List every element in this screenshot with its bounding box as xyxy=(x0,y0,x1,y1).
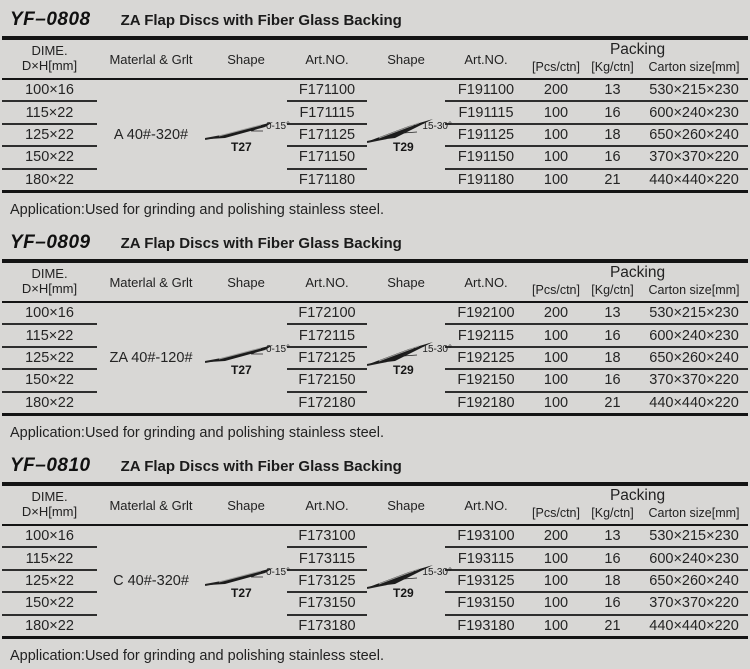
t27-shape-figure xyxy=(205,336,290,380)
kg-cell: 21 xyxy=(604,171,621,188)
col-header-shape-1: Shape xyxy=(205,484,287,525)
t27-angle-label: 0-15° xyxy=(265,343,290,355)
dime-cell: 100×16 xyxy=(2,525,97,547)
col-header-packing-group: Packing xyxy=(609,264,666,281)
carton-cell: 530×215×230 xyxy=(640,302,748,324)
shape-t29-cell xyxy=(367,302,452,414)
kg-cell: 21 xyxy=(604,394,621,411)
carton-cell: 650×260×240 xyxy=(640,570,748,592)
kg-cell: 13 xyxy=(585,525,640,547)
col-header-pcs: [Pcs/ctn] xyxy=(527,282,585,302)
col-header-pcs: [Pcs/ctn] xyxy=(527,505,585,525)
col-header-dime xyxy=(2,38,97,79)
artno1-cell: F171125 xyxy=(287,124,367,146)
model-code: YF–0809 xyxy=(10,232,91,253)
artno1-cell: F173125 xyxy=(287,570,367,592)
col-header-kg: [Kg/ctn] xyxy=(585,59,640,79)
dime-cell: 115×22 xyxy=(2,547,97,569)
section-subtitle: ZA Flap Discs with Fiber Glass Backing xyxy=(120,12,402,29)
pcs-cell: 100 xyxy=(527,347,585,369)
dime-cell: 115×22 xyxy=(2,324,97,346)
col-header-carton: Carton size[mm] xyxy=(640,59,748,79)
carton-cell: 530×215×230 xyxy=(640,525,748,547)
artno2-cell: F192115 xyxy=(445,324,527,346)
carton-cell: 440×440×220 xyxy=(649,171,739,188)
artno1-cell: F171150 xyxy=(287,146,367,168)
section-subtitle: ZA Flap Discs with Fiber Glass Backing xyxy=(120,235,402,252)
product-section-yf-0810 xyxy=(0,446,750,669)
t29-shape-figure xyxy=(367,113,452,157)
artno2-cell: F191180 xyxy=(457,171,515,188)
pcs-cell: 100 xyxy=(527,146,585,168)
artno2-cell: F192180 xyxy=(457,394,515,411)
shape-t29-cell xyxy=(367,79,452,191)
material-cell: ZA 40#-120# xyxy=(109,349,193,366)
artno1-cell: F173180 xyxy=(298,617,356,634)
artno2-cell: F191100 xyxy=(445,79,527,101)
carton-cell: 600×240×230 xyxy=(640,547,748,569)
dime-cell: 180×22 xyxy=(25,617,74,634)
pcs-cell: 100 xyxy=(527,124,585,146)
kg-cell: 18 xyxy=(585,347,640,369)
carton-cell: 600×240×230 xyxy=(640,324,748,346)
model-code: YF–0810 xyxy=(10,455,91,476)
col-header-artno-2: Art.NO. xyxy=(445,261,527,302)
t29-angle-label: 15-30° xyxy=(422,566,452,578)
artno1-cell: F173150 xyxy=(287,592,367,614)
col-header-artno-1: Art.NO. xyxy=(287,261,367,302)
table-row xyxy=(2,302,748,324)
artno2-cell: F191150 xyxy=(445,146,527,168)
artno1-cell: F171115 xyxy=(287,101,367,123)
dime-line2: D×H[mm] xyxy=(21,58,78,73)
dime-line1: DIME. xyxy=(31,489,68,505)
kg-cell: 21 xyxy=(604,617,621,634)
kg-cell: 16 xyxy=(585,369,640,391)
dime-cell: 115×22 xyxy=(2,101,97,123)
pcs-cell: 100 xyxy=(527,570,585,592)
t29-shape-figure xyxy=(367,559,452,603)
artno2-cell: F193100 xyxy=(445,525,527,547)
col-header-carton: Carton size[mm] xyxy=(640,282,748,302)
col-header-artno-1: Art.NO. xyxy=(287,484,367,525)
kg-cell: 16 xyxy=(585,547,640,569)
kg-cell: 18 xyxy=(585,570,640,592)
col-header-shape-2: Shape xyxy=(367,38,445,79)
dime-cell: 180×22 xyxy=(25,171,74,188)
t27-type-label: T27 xyxy=(231,585,252,600)
col-header-shape-1: Shape xyxy=(205,38,287,79)
flap-disc-t27-icon xyxy=(205,341,275,365)
kg-cell: 13 xyxy=(585,302,640,324)
artno2-cell: F191115 xyxy=(445,101,527,123)
t27-angle-label: 0-15° xyxy=(265,120,290,132)
t29-type-label: T29 xyxy=(393,139,414,154)
artno1-cell: F173115 xyxy=(287,547,367,569)
col-header-kg: [Kg/ctn] xyxy=(585,282,640,302)
carton-cell: 600×240×230 xyxy=(640,101,748,123)
col-header-shape-2: Shape xyxy=(367,261,445,302)
col-header-artno-1: Art.NO. xyxy=(287,38,367,79)
artno1-cell: F172180 xyxy=(298,394,356,411)
carton-cell: 440×440×220 xyxy=(649,617,739,634)
col-header-artno-2: Art.NO. xyxy=(445,38,527,79)
product-section-yf-0809 xyxy=(0,223,750,446)
artno2-cell: F192125 xyxy=(445,347,527,369)
col-header-packing-group: Packing xyxy=(609,41,666,58)
application-note: Application:Used for grinding and polishing stainless steel. xyxy=(10,201,384,218)
section-titlebar xyxy=(0,7,750,36)
spec-table xyxy=(2,259,748,416)
dime-cell: 125×22 xyxy=(2,124,97,146)
t29-angle-label: 15-30° xyxy=(422,343,452,355)
artno1-cell: F172100 xyxy=(287,302,367,324)
dime-cell: 150×22 xyxy=(2,369,97,391)
col-header-material: Materlal & Grlt xyxy=(97,261,205,302)
t27-angle-label: 0-15° xyxy=(265,566,290,578)
dime-cell: 180×22 xyxy=(25,394,74,411)
dime-cell: 100×16 xyxy=(2,79,97,101)
artno2-cell: F193115 xyxy=(445,547,527,569)
dime-line2: D×H[mm] xyxy=(21,281,78,296)
pcs-cell: 100 xyxy=(527,547,585,569)
carton-cell: 650×260×240 xyxy=(640,347,748,369)
table-row xyxy=(2,79,748,101)
pcs-cell: 200 xyxy=(527,302,585,324)
artno2-cell: F192150 xyxy=(445,369,527,391)
artno1-cell: F173100 xyxy=(287,525,367,547)
section-subtitle: ZA Flap Discs with Fiber Glass Backing xyxy=(120,458,402,475)
pcs-cell: 100 xyxy=(543,617,569,634)
flap-disc-t27-icon xyxy=(205,118,275,142)
t27-shape-figure xyxy=(205,559,290,603)
pcs-cell: 100 xyxy=(527,324,585,346)
section-titlebar xyxy=(0,230,750,259)
artno1-cell: F172150 xyxy=(287,369,367,391)
kg-cell: 16 xyxy=(585,146,640,168)
artno1-cell: F171180 xyxy=(298,171,356,188)
artno1-cell: F172115 xyxy=(287,324,367,346)
dime-line2: D×H[mm] xyxy=(21,504,78,519)
pcs-cell: 100 xyxy=(527,101,585,123)
artno1-cell: F172125 xyxy=(287,347,367,369)
pcs-cell: 200 xyxy=(527,79,585,101)
t29-shape-figure xyxy=(367,336,452,380)
col-header-material: Materlal & Grlt xyxy=(97,38,205,79)
shape-t29-cell xyxy=(367,525,452,637)
dime-line1: DIME. xyxy=(31,43,68,59)
col-header-material: Materlal & Grlt xyxy=(97,484,205,525)
shape-t27-cell xyxy=(205,79,290,191)
spec-table xyxy=(2,482,748,639)
artno2-cell: F193180 xyxy=(457,617,515,634)
dime-cell: 125×22 xyxy=(2,347,97,369)
shape-t27-cell xyxy=(205,302,290,414)
carton-cell: 530×215×230 xyxy=(640,79,748,101)
dime-line1: DIME. xyxy=(31,266,68,282)
dime-cell: 150×22 xyxy=(2,592,97,614)
t27-shape-figure xyxy=(205,113,290,157)
t27-type-label: T27 xyxy=(231,139,252,154)
col-header-pcs: [Pcs/ctn] xyxy=(527,59,585,79)
artno2-cell: F193150 xyxy=(445,592,527,614)
product-section-yf-0808 xyxy=(0,0,750,223)
col-header-packing-group: Packing xyxy=(609,487,666,504)
artno2-cell: F193125 xyxy=(445,570,527,592)
t29-angle-label: 15-30° xyxy=(422,120,452,132)
pcs-cell: 100 xyxy=(543,171,569,188)
col-header-artno-2: Art.NO. xyxy=(445,484,527,525)
pcs-cell: 100 xyxy=(527,592,585,614)
kg-cell: 16 xyxy=(585,324,640,346)
pcs-cell: 100 xyxy=(543,394,569,411)
carton-cell: 440×440×220 xyxy=(649,394,739,411)
section-titlebar xyxy=(0,453,750,482)
carton-cell: 650×260×240 xyxy=(640,124,748,146)
t27-type-label: T27 xyxy=(231,362,252,377)
t29-type-label: T29 xyxy=(393,362,414,377)
col-header-shape-2: Shape xyxy=(367,484,445,525)
col-header-kg: [Kg/ctn] xyxy=(585,505,640,525)
kg-cell: 13 xyxy=(585,79,640,101)
kg-cell: 16 xyxy=(585,592,640,614)
artno2-cell: F192100 xyxy=(445,302,527,324)
col-header-carton: Carton size[mm] xyxy=(640,505,748,525)
col-header-dime xyxy=(2,484,97,525)
carton-cell: 370×370×220 xyxy=(640,146,748,168)
pcs-cell: 100 xyxy=(527,369,585,391)
col-header-shape-1: Shape xyxy=(205,261,287,302)
spec-table xyxy=(2,36,748,193)
shape-t27-cell xyxy=(205,525,290,637)
dime-cell: 150×22 xyxy=(2,146,97,168)
col-header-dime xyxy=(2,261,97,302)
material-cell: A 40#-320# xyxy=(113,126,189,143)
application-note: Application:Used for grinding and polishing stainless steel. xyxy=(10,647,384,664)
dime-cell: 100×16 xyxy=(2,302,97,324)
kg-cell: 18 xyxy=(585,124,640,146)
pcs-cell: 200 xyxy=(527,525,585,547)
table-row xyxy=(2,525,748,547)
artno1-cell: F171100 xyxy=(287,79,367,101)
artno2-cell: F191125 xyxy=(445,124,527,146)
flap-disc-t27-icon xyxy=(205,564,275,588)
application-note: Application:Used for grinding and polishing stainless steel. xyxy=(10,424,384,441)
dime-cell: 125×22 xyxy=(2,570,97,592)
carton-cell: 370×370×220 xyxy=(640,369,748,391)
material-cell: C 40#-320# xyxy=(113,572,189,589)
carton-cell: 370×370×220 xyxy=(640,592,748,614)
t29-type-label: T29 xyxy=(393,585,414,600)
kg-cell: 16 xyxy=(585,101,640,123)
model-code: YF–0808 xyxy=(10,9,91,30)
